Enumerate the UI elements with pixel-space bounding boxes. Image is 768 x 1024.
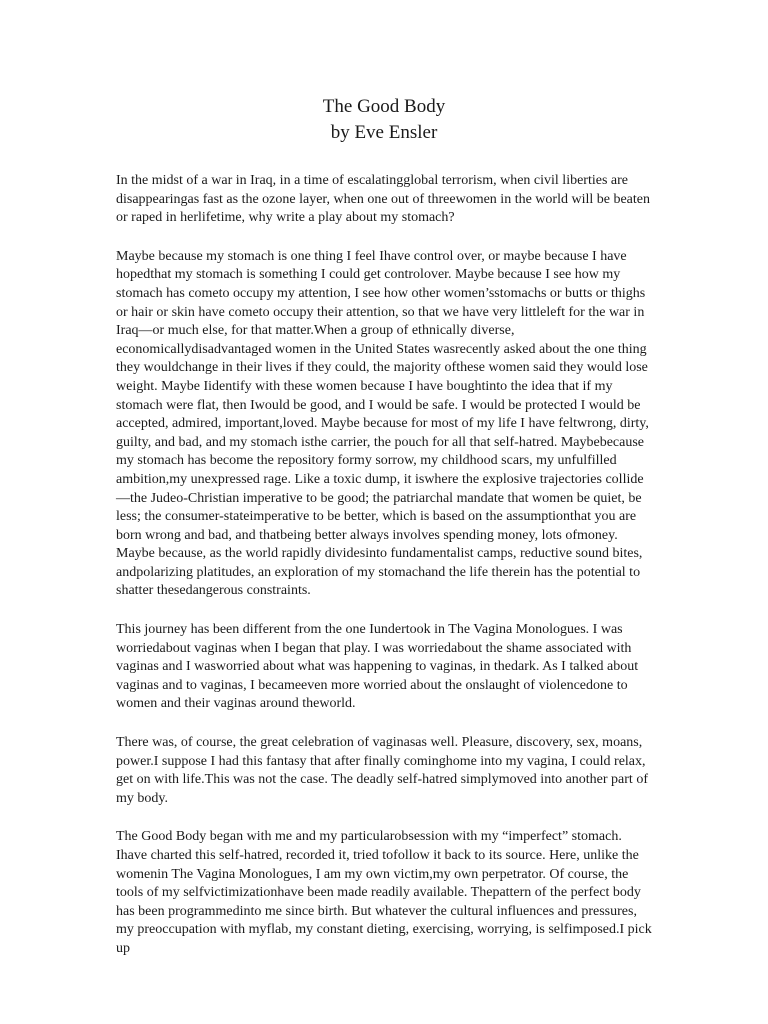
document-title: The Good Body [322, 96, 446, 117]
body-text [116, 172, 656, 979]
paragraph-5: The Good Body began with me and my particularobsession with my “imperfect” stomach. Ihave charted this self-hatred, recorded it, tried tofollow it back to its source. Here, unlike the womenin The Vagina Monologues, I am my own victim,my own perpetrator. Of course, the tools of my selfvictimizationhave been made readily available. Thepattern of the perfect body has been programmedinto me since birth. But whatever the cultural influences and pressures, my preoccupation with myflab, my constant dieting, exercising, worrying, is selfimposed.I pick up [116, 829, 652, 956]
paragraph-1: In the midst of a war in Iraq, in a time of escalatingglobal terrorism, when civil liberties are disappearingas fast as the ozone layer, when one out of threewomen in the world will be beaten or raped in herlifetime, why write a play about my stomach? [116, 173, 650, 226]
paragraph-2: Maybe because my stomach is one thing I feel Ihave control over, or maybe because I have hopedthat my stomach is something I could get controlover. Maybe because I see how my stomach has cometo occupy my attention, I see how other women’sstomachs or butts or thighs or hair or skin have cometo occupy their attention, so that we have very littleleft for the war in Iraq—or much else, for that matter.When a group of ethnically diverse, economicallydisadvantaged women in the United States wasrecently asked about the one thing they wouldchange in their lives if they could, the majority ofthese women said they would lose weight. Maybe Iidentify with these women because I have boughtinto the idea that if my stomach were flat, then Iwould be good, and I would be safe. I would be protected I would be accepted, admired, important,loved. Maybe because for most of my life I have feltwrong, dirty, guilty, and bad, and my stomach isthe carrier, the pouch for all that self-hatred. Maybebecause my stomach has become the repository formy sorrow, my childhood scars, my unfulfilled ambition,my unexpressed rage. Like a toxic dump, it iswhere the explosive trajectories collide—the Judeo-Christian imperative to be good; the patriarchal mandate that women be quiet, be less; the consumer-stateimperative to be better, which is based on the assumptionthat you are born wrong and bad, and thatbeing better always involves spending money, lots ofmoney. Maybe because, as the world rapidly dividesinto fundamentalist camps, reductive sound bites, andpolarizing platitudes, an exploration of my stomachand the life therein has the potential to shatter thesedangerous constraints. [116, 248, 649, 599]
paragraph-4: There was, of course, the great celebration of vaginasas well. Pleasure, discovery, sex, moans, power.I suppose I had this fantasy that after finally cominghome into my vagina, I could relax, get on with life.This was not the case. The deadly self-hatred simplymoved into another part of my body. [116, 735, 648, 806]
paragraph-3: This journey has been different from the one Iundertook in The Vagina Monologues. I was worriedabout vaginas when I began that play. I was worriedabout the shame associated with vaginas and I wasworried about what was happening to vaginas, in thedark. As I talked about vaginas and to vaginas, I becameeven more worried about the onslaught of violencedone to women and their vaginas around theworld. [116, 622, 639, 712]
title-block [0, 94, 768, 146]
author-line: by Eve Ensler [330, 122, 438, 143]
